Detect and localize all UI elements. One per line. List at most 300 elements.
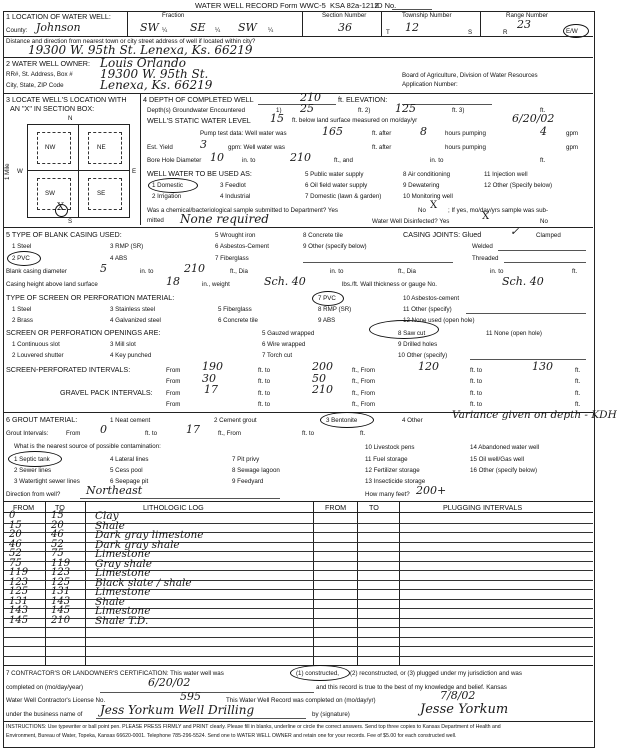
casing-height-label: Casing height above land surface: [6, 281, 98, 288]
s6-label: 6 GROUT MATERIAL:: [6, 415, 78, 424]
pump-hours-value[interactable]: 8: [420, 125, 427, 138]
spi-value[interactable]: 50: [312, 372, 326, 385]
bore-ft-and: ft., and: [334, 157, 353, 164]
business-name-label: under the business name of: [6, 711, 83, 718]
spi-ft-from: ft., From: [352, 367, 376, 374]
log-description[interactable]: Black slate / shale: [95, 576, 192, 589]
screen-option[interactable]: 3 Stainless steel: [110, 306, 156, 313]
groundwater-2[interactable]: 125: [395, 102, 416, 115]
license-value[interactable]: 595: [180, 690, 201, 703]
spi-from: From: [166, 378, 181, 385]
spi-ft-end: ft.: [575, 367, 581, 374]
contam-option[interactable]: 16 Other (specify below): [470, 467, 538, 474]
bore-ft-end: ft.: [540, 157, 546, 164]
compass-w: W: [17, 168, 23, 175]
screen-option[interactable]: 12 None used (open hole): [403, 317, 475, 324]
address-value[interactable]: 19300 W. 95th St.: [100, 67, 209, 81]
blank-diameter-value[interactable]: 5: [100, 262, 107, 275]
range-number-label: Range Number: [506, 12, 548, 19]
static-level-label: WELL'S STATIC WATER LEVEL: [147, 116, 251, 125]
signature[interactable]: Jesse Yorkum: [420, 702, 509, 717]
business-name-value[interactable]: Jess Yorkum Well Drilling: [100, 703, 255, 717]
contam-option-septic[interactable]: 1 Septic tank: [14, 456, 50, 463]
pump-test-label: Pump test data: Well water was: [200, 130, 287, 137]
col-plug-from: FROM: [325, 503, 347, 512]
sample-x-mark[interactable]: X: [430, 200, 438, 211]
quadrant-sw: SW: [45, 190, 55, 197]
col-from: FROM: [13, 503, 35, 512]
spi-value[interactable]: 30: [202, 372, 216, 385]
contam-option[interactable]: 9 Feedyard: [232, 478, 264, 485]
application-number-label: Application Number:: [402, 81, 458, 88]
quarter-mark: ¼: [162, 27, 168, 34]
grout-from-value[interactable]: 0: [100, 423, 107, 436]
owner-value[interactable]: Louis Orlando: [100, 56, 186, 70]
bore-in-to: in. to: [242, 157, 256, 164]
instructions-line-2: Environment, Bureau of Water, Topeka, Kansas 66620-0001. Telephone 785-296-5524. Send one to WATER WELL OWNER and retain one for your records. Fee of $5.00 for each constructed well.: [6, 733, 457, 739]
spi-ft-to: ft. to: [258, 378, 271, 385]
section-value[interactable]: 36: [338, 21, 352, 34]
fraction-label: Fraction: [162, 12, 185, 19]
county-value[interactable]: Johnson: [36, 21, 81, 34]
log-description[interactable]: Limestone: [95, 548, 151, 560]
log-to[interactable]: 210: [51, 614, 71, 626]
spi-value[interactable]: 130: [532, 360, 553, 373]
depth-value[interactable]: 210: [300, 91, 321, 104]
contam-option[interactable]: 8 Sewage lagoon: [232, 467, 280, 474]
est-yield-value[interactable]: 3: [200, 138, 207, 151]
casing-option[interactable]: 3 RMP (SR): [110, 243, 144, 250]
r-label: R: [503, 29, 508, 36]
table-row: [3, 618, 593, 619]
table-row: [3, 570, 593, 571]
blank-ft-dia-2: ft., Dia: [398, 268, 416, 275]
blank-ft-end: ft.: [572, 268, 578, 275]
screen-option[interactable]: 9 ABS: [318, 317, 336, 324]
log-to[interactable]: 123: [51, 567, 71, 578]
s1-label: 1 LOCATION OF WATER WELL:: [6, 12, 111, 21]
gpm-unit-2: gpm: [566, 144, 579, 151]
spi-from: From: [166, 367, 181, 374]
spi-value[interactable]: 200: [312, 360, 333, 373]
gpi-from: From: [166, 390, 181, 397]
blank-ft-dia: ft., Dia: [230, 268, 248, 275]
record-completed-label: This Water Well Record was completed on (mo/day/yr): [226, 697, 376, 704]
log-from[interactable]: 123: [9, 576, 29, 588]
sample-no: No: [418, 207, 426, 214]
log-to[interactable]: 20: [51, 519, 64, 531]
grout-to-value[interactable]: 17: [186, 423, 200, 436]
table-row: [3, 656, 593, 657]
grout-option[interactable]: 4 Other: [402, 417, 423, 424]
table-row: [3, 551, 593, 552]
hours-pumping: hours pumping: [445, 130, 486, 137]
grout-option[interactable]: 1 Neat cement: [110, 417, 151, 424]
spi-ft-from: ft., From: [352, 378, 376, 385]
saw-cut-circle: [369, 320, 439, 339]
section-number-label: Section Number: [322, 12, 367, 19]
certification-text-3: and this record is true to the best of my knowledge and belief. Kansas: [316, 684, 507, 691]
ksa-number: KSA 82a-1212: [330, 1, 379, 10]
range-value[interactable]: 23: [517, 18, 531, 31]
groundwater-1[interactable]: 25: [300, 102, 314, 115]
instructions-line-1: INSTRUCTIONS: Use typewriter or ball point pen. PLEASE PRESS FIRMLY and PRINT clearly. Please fill in blanks, underline or circle the correct answers. Send top three copies to Kansas Department of Health and: [6, 724, 501, 730]
contam-option[interactable]: 6 Seepage pit: [110, 478, 149, 485]
use-option-domestic[interactable]: 1 Domestic: [152, 182, 183, 189]
est-after: ft. after: [372, 144, 392, 151]
opening-option[interactable]: 1 Continuous slot: [12, 341, 60, 348]
log-description[interactable]: Limestone: [95, 567, 151, 579]
screen-option[interactable]: 1 Steel: [12, 306, 32, 313]
est-gpm: gpm: Well water was: [228, 144, 285, 151]
use-option[interactable]: 7 Domestic (lawn & garden): [305, 193, 382, 200]
address-label: RR#, St. Address, Box #: [6, 71, 73, 78]
pump-water-value[interactable]: 165: [322, 125, 343, 138]
glued-check[interactable]: ✓: [510, 225, 520, 238]
table-row: [3, 627, 593, 628]
log-to[interactable]: 15: [51, 510, 64, 521]
log-from[interactable]: 15: [9, 519, 22, 531]
openings-label: SCREEN OR PERFORATION OPENINGS ARE:: [6, 328, 161, 337]
screen-option[interactable]: 8 RMP (SR): [318, 306, 352, 313]
casing-joint-threaded[interactable]: Threaded: [472, 255, 499, 262]
gpi-from: From: [166, 401, 181, 408]
screen-option[interactable]: 10 Asbestos-cement: [403, 295, 460, 302]
casing-option[interactable]: 6 Asbestos-Cement: [215, 243, 269, 250]
grout-ft-from: ft., From: [218, 430, 242, 437]
spi-value[interactable]: 190: [202, 360, 223, 373]
log-from[interactable]: 75: [9, 557, 22, 569]
log-to[interactable]: 46: [51, 529, 64, 540]
disinfected-x-mark[interactable]: X: [482, 211, 490, 222]
table-row: [3, 542, 593, 543]
grout-other-note[interactable]: Variance given on depth - KDH: [452, 409, 617, 421]
quadrant-se: SE: [97, 190, 106, 197]
disinfected-no: No: [540, 218, 548, 225]
static-level-date[interactable]: 6/20/02: [512, 112, 555, 125]
gw-ft: ft.: [540, 107, 546, 114]
distance-value[interactable]: 19300 W. 95th St. Lenexa, Ks. 66219: [28, 43, 253, 57]
gpi-value[interactable]: 210: [312, 383, 333, 396]
quadrant-nw: NW: [45, 144, 56, 151]
record-date-value[interactable]: 7/8/02: [440, 689, 476, 702]
use-option[interactable]: 9 Dewatering: [403, 182, 440, 189]
table-row: [3, 646, 593, 647]
screen-option[interactable]: 4 Galvanized steel: [110, 317, 161, 324]
gpi-ft-from: ft., From: [352, 401, 376, 408]
casing-weight-value[interactable]: Sch. 40: [264, 275, 306, 288]
casing-option[interactable]: 7 Fiberglass: [215, 255, 249, 262]
mitted-label: mitted: [147, 217, 164, 224]
gauge-value[interactable]: Sch. 40: [502, 275, 544, 288]
form-title: WATER WELL RECORD: [195, 1, 279, 10]
log-description[interactable]: Limestone: [95, 605, 151, 617]
log-from[interactable]: 131: [9, 595, 29, 607]
use-option[interactable]: 10 Monitoring well: [403, 193, 453, 200]
opening-option[interactable]: 9 Drilled holes: [398, 341, 438, 348]
log-from[interactable]: 125: [9, 586, 29, 597]
city-label: City, State, ZIP Code: [6, 82, 64, 89]
col-plug-to: TO: [369, 503, 379, 512]
casing-joints-label: CASING JOINTS: Glued: [403, 230, 482, 239]
log-from[interactable]: 20: [9, 529, 22, 540]
contam-option[interactable]: 10 Livestock pens: [365, 444, 415, 451]
quarter-1[interactable]: SW: [140, 21, 159, 34]
screen-option[interactable]: 6 Concrete tile: [218, 317, 258, 324]
opening-option[interactable]: 7 Torch cut: [262, 352, 293, 359]
grout-option[interactable]: 2 Cement grout: [214, 417, 257, 424]
contam-option[interactable]: 13 Insecticide storage: [365, 478, 426, 485]
use-option[interactable]: 3 Feedlot: [220, 182, 246, 189]
mile-label: 1 Mile: [4, 163, 11, 180]
table-row: [3, 523, 593, 524]
contam-option[interactable]: 15 Oil well/Gas well: [470, 456, 524, 463]
quarter-mark: ¼: [268, 27, 274, 34]
table-row: [3, 532, 593, 533]
log-from[interactable]: 143: [9, 605, 29, 616]
gpi-ft-end: ft.: [575, 401, 581, 408]
s5-label: 5 TYPE OF BLANK CASING USED:: [6, 230, 122, 239]
casing-joint-clamped[interactable]: Clamped: [536, 232, 561, 239]
gpi-ft-from: ft., From: [352, 390, 376, 397]
pump-gpm-value[interactable]: 4: [540, 125, 547, 138]
board-label: Board of Agriculture, Division of Water Resources: [402, 72, 538, 79]
constructed-circle: [290, 665, 350, 681]
log-description[interactable]: Limestone: [95, 586, 151, 598]
table-row: [3, 637, 593, 638]
bore-diameter-value[interactable]: 10: [210, 151, 224, 164]
opening-option[interactable]: 5 Gauzed wrapped: [262, 330, 315, 337]
direction-label: Direction from well?: [6, 491, 61, 498]
grout-ft-to: ft. to: [145, 430, 158, 437]
screen-option-pvc[interactable]: 7 PVC: [318, 295, 336, 302]
quarter-mark: ¼: [215, 27, 221, 34]
use-option[interactable]: 11 Injection well: [484, 171, 528, 178]
wall-thickness-label: lbs./ft. Wall thickness or gauge No.: [342, 281, 438, 288]
county-label: County:: [6, 27, 28, 34]
quarter-2[interactable]: SE: [190, 21, 206, 34]
t-label: T: [386, 29, 390, 36]
casing-weight-label: in., weight: [202, 281, 230, 288]
screen-option[interactable]: 11 Other (specify): [403, 306, 452, 313]
screen-option[interactable]: 5 Fiberglass: [218, 306, 252, 313]
log-description[interactable]: Shale: [95, 519, 125, 532]
log-to[interactable]: 145: [51, 605, 71, 616]
table-row: [3, 580, 593, 581]
log-description[interactable]: Gray shale: [95, 557, 152, 570]
log-from[interactable]: 0: [9, 510, 16, 521]
gpi-label: GRAVEL PACK INTERVALS:: [60, 388, 153, 397]
domestic-circle: [148, 178, 198, 193]
blank-in-to-3: in. to: [490, 268, 504, 275]
bore-in-to-2: in. to: [430, 157, 444, 164]
groundwater-label: Depth(s) Groundwater Encountered: [147, 107, 246, 114]
city-value[interactable]: Lenexa, Ks. 66219: [100, 78, 213, 92]
est-yield-label: Est. Yield: [147, 144, 173, 151]
certification-constructed[interactable]: (1) constructed,: [296, 670, 339, 677]
contam-option[interactable]: 11 Fuel storage: [365, 456, 408, 463]
log-to[interactable]: 125: [51, 576, 71, 588]
screen-option[interactable]: 2 Brass: [12, 317, 33, 324]
how-many-feet-label: How many feet?: [365, 491, 410, 498]
use-option[interactable]: 8 Air conditioning: [403, 171, 451, 178]
use-label: WELL WATER TO BE USED AS:: [147, 169, 252, 178]
completed-date-value[interactable]: 6/20/02: [148, 676, 191, 689]
grout-from: From: [66, 430, 81, 437]
elevation-label: ft. ELEVATION:: [338, 95, 388, 104]
grout-intervals-label: Grout Intervals:: [6, 430, 49, 437]
opening-option-saw-cut[interactable]: 8 Saw cut: [398, 330, 426, 337]
table-row: [3, 589, 593, 590]
bentonite-circle: [320, 412, 374, 428]
static-level-rest: ft. below land surface measured on mo/day/yr: [292, 117, 418, 124]
spi-value[interactable]: 120: [418, 360, 439, 373]
sample-question-2: ; If yes, mo/day/yrs sample was sub-: [448, 207, 549, 214]
log-to[interactable]: 119: [51, 557, 71, 569]
log-from[interactable]: 145: [9, 614, 29, 626]
grout-option-bentonite[interactable]: 3 Bentonite: [326, 417, 358, 424]
use-option[interactable]: 6 Oil field water supply: [305, 182, 368, 189]
gw1-marker: 1): [276, 107, 282, 114]
certification-text-1: 7 CONTRACTOR'S OR LANDOWNER'S CERTIFICATION: This water well was: [6, 670, 224, 677]
log-to[interactable]: 143: [51, 595, 71, 607]
col-to: TO: [55, 503, 65, 512]
log-description[interactable]: Dark gray shale: [95, 538, 180, 551]
gw2-marker: ft. 2): [358, 107, 371, 114]
casing-height-value[interactable]: 18: [166, 275, 180, 288]
log-table: [3, 501, 593, 665]
spi-ft-to: ft. to: [470, 378, 483, 385]
contam-option[interactable]: 7 Pit privy: [232, 456, 260, 463]
id-label: ID No.: [375, 1, 397, 10]
casing-option[interactable]: 8 Concrete tile: [303, 232, 343, 239]
gpi-ft-to: ft. to: [470, 401, 483, 408]
license-label: Water Well Contractor's License No.: [6, 697, 106, 704]
log-description[interactable]: Clay: [95, 510, 119, 522]
col-lithologic-log: LITHOLOGIC LOG: [143, 503, 204, 512]
opening-option[interactable]: 4 Key punched: [110, 352, 152, 359]
log-from[interactable]: 52: [9, 548, 22, 559]
contam-option[interactable]: 12 Fertilizer storage: [365, 467, 420, 474]
screen-pvc-circle: [312, 291, 344, 306]
use-option[interactable]: 5 Public water supply: [305, 171, 364, 178]
contam-option[interactable]: 2 Sewer lines: [14, 467, 52, 474]
log-description[interactable]: Shale: [95, 595, 125, 608]
gpi-ft-to: ft. to: [258, 390, 271, 397]
quadrant-ne: NE: [97, 144, 106, 151]
log-to[interactable]: 52: [51, 538, 64, 550]
septic-circle: [8, 451, 62, 467]
contam-option[interactable]: 14 Abandoned water well: [470, 444, 540, 451]
table-row: [3, 608, 593, 609]
s3-label-2: AN "X" IN SECTION BOX:: [10, 104, 95, 113]
pvc-circle: [7, 251, 41, 266]
disinfected-label: Water Well Disinfected? Yes: [372, 218, 450, 225]
direction-value[interactable]: Northeast: [86, 484, 143, 497]
location-x-mark[interactable]: X: [57, 202, 65, 213]
use-option[interactable]: 2 Irrigation: [152, 193, 182, 200]
opening-option[interactable]: 6 Wire wrapped: [262, 341, 306, 348]
blank-in-to-2: in. to: [330, 268, 344, 275]
static-level-value[interactable]: 15: [270, 112, 284, 125]
none-required-note[interactable]: None required: [180, 212, 269, 226]
compass-n: N: [68, 115, 73, 122]
opening-option[interactable]: 3 Mill slot: [110, 341, 136, 348]
bore-to-value[interactable]: 210: [290, 151, 311, 164]
compass-s: S: [68, 218, 73, 225]
col-plugging-intervals: PLUGGING INTERVALS: [443, 503, 523, 512]
casing-joint-welded[interactable]: Welded: [472, 243, 493, 250]
table-row: [3, 561, 593, 562]
contam-option[interactable]: 5 Cess pool: [110, 467, 143, 474]
grout-ft-to-2: ft. to: [302, 430, 315, 437]
opening-option[interactable]: 10 Other (specify): [398, 352, 448, 359]
s2-label: 2 WATER WELL OWNER:: [6, 59, 90, 68]
compass-e: E: [132, 168, 137, 175]
casing-option[interactable]: 9 Other (specify below): [303, 243, 367, 250]
sample-question: Was a chemical/bacteriological sample submitted to Department? Yes: [147, 207, 338, 214]
signature-label: by (signature): [312, 711, 350, 718]
use-option[interactable]: 12 Other (Specify below): [484, 182, 553, 189]
log-to[interactable]: 75: [51, 548, 64, 559]
s4-label: 4 DEPTH OF COMPLETED WELL: [143, 95, 254, 104]
casing-option[interactable]: 5 Wrought iron: [215, 232, 256, 239]
table-row: [3, 599, 593, 600]
bore-label: Bore Hole Diameter: [147, 157, 202, 164]
township-number-label: Township Number: [402, 12, 452, 19]
gw3-marker: ft. 3): [452, 107, 465, 114]
blank-to-value[interactable]: 210: [184, 262, 205, 275]
gpm-unit: gpm: [566, 130, 579, 137]
opening-option[interactable]: 11 None (open hole): [486, 330, 542, 337]
log-description[interactable]: Shale T.D.: [95, 614, 149, 627]
spi-label: SCREEN-PERFORATED INTERVALS:: [6, 365, 131, 374]
blank-diameter-label: Blank casing diameter: [6, 268, 67, 275]
completed-on-label: completed on (mo/day/year): [6, 684, 84, 691]
spi-ft-to: ft. to: [470, 367, 483, 374]
log-from[interactable]: 46: [9, 538, 22, 550]
certification-text-2: (2) reconstructed, or (3) plugged under my jurisdiction and was: [350, 670, 522, 677]
contam-option[interactable]: 3 Watertight sewer lines: [14, 478, 80, 485]
use-option[interactable]: 4 Industrial: [220, 193, 251, 200]
pump-after: ft. after: [372, 130, 392, 137]
casing-option[interactable]: 1 Steel: [12, 243, 32, 250]
contamination-label: What is the nearest source of possible contamination:: [14, 443, 161, 450]
s3-label: 3 LOCATE WELL'S LOCATION WITH: [6, 95, 127, 104]
ew-value[interactable]: E/W: [566, 28, 578, 35]
township-value[interactable]: 12: [405, 21, 419, 34]
log-description[interactable]: Dark gray limestone: [95, 529, 204, 541]
casing-option[interactable]: 4 ABS: [110, 255, 128, 262]
distance-label: Distance and direction from nearest town or city street address of well if located within city?: [6, 38, 256, 45]
gpi-ft-end: ft.: [575, 390, 581, 397]
how-many-feet-value[interactable]: 200+: [416, 484, 447, 497]
log-from[interactable]: 119: [9, 567, 29, 578]
s-label: S: [468, 29, 473, 36]
blank-in-to: in. to: [140, 268, 154, 275]
contam-option[interactable]: 4 Lateral lines: [110, 456, 149, 463]
opening-option[interactable]: 2 Louvered shutter: [12, 352, 64, 359]
gpi-value[interactable]: 17: [204, 383, 218, 396]
form-number: Form WWC-5: [280, 1, 326, 10]
casing-option-pvc[interactable]: 2 PVC: [12, 255, 30, 262]
spi-ft-end: ft.: [575, 378, 581, 385]
gpi-ft-to: ft. to: [470, 390, 483, 397]
log-to[interactable]: 131: [51, 586, 71, 597]
quarter-3[interactable]: SW: [238, 21, 257, 34]
spi-ft-to: ft. to: [258, 367, 271, 374]
screen-material-label: TYPE OF SCREEN OR PERFORATION MATERIAL:: [6, 293, 175, 302]
